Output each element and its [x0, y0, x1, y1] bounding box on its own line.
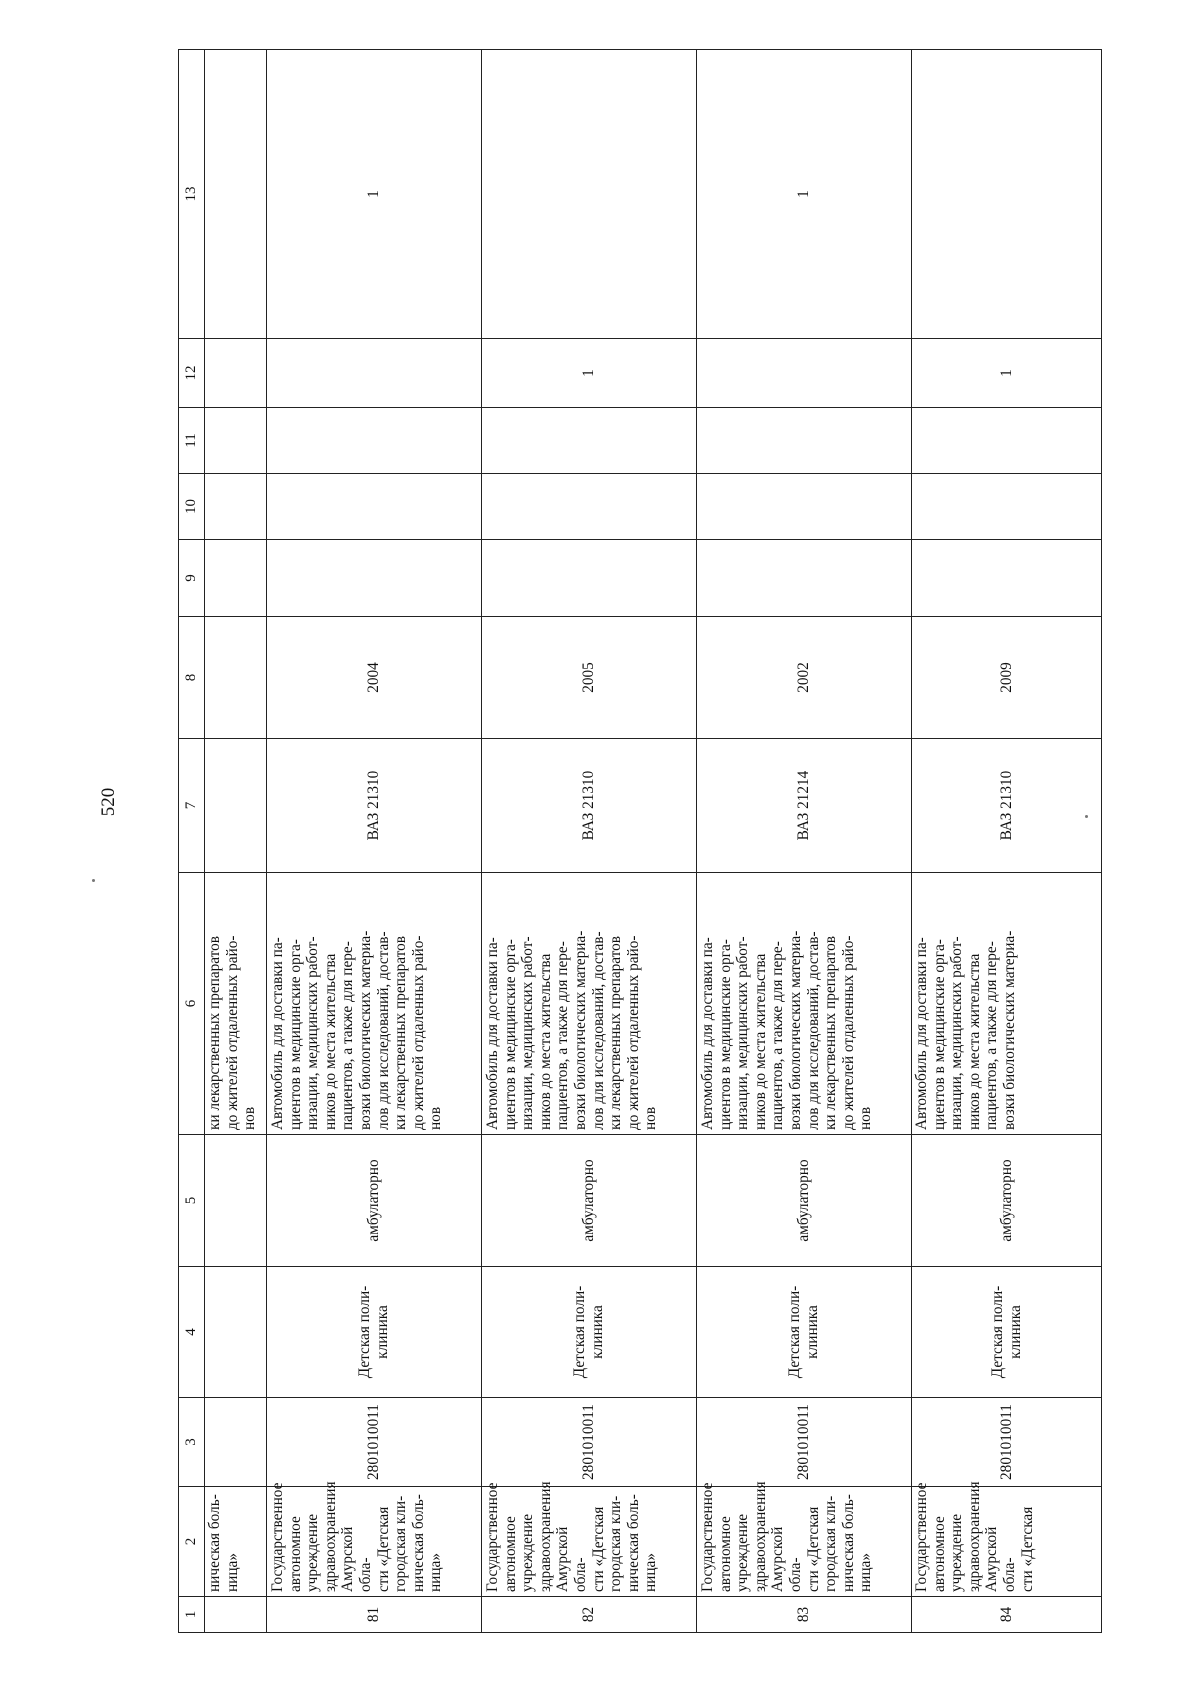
- rotated-table-container: [178, 49, 1102, 1633]
- column-number: 4: [179, 1267, 205, 1398]
- col-13-value: 1: [697, 50, 912, 339]
- care-type: амбулаторно: [482, 1135, 697, 1267]
- col-10-value: [912, 474, 1102, 540]
- vehicle-model: ВАЗ 21310: [912, 739, 1102, 873]
- column-number: 1: [179, 1597, 205, 1633]
- col-10-value: [267, 474, 482, 540]
- table-row: [912, 50, 1102, 1633]
- org-name-continuation: ническая боль- ница»: [205, 1487, 267, 1597]
- cell-empty: [205, 50, 267, 339]
- col-11-value: [267, 408, 482, 474]
- column-number: 6: [179, 873, 205, 1135]
- org-name: Государственное автономное учреждение здравоохранения Амурской обла- сти «Детская городская кли- ническая боль- ница»: [267, 1487, 482, 1597]
- org-code: 2801010011: [697, 1398, 912, 1487]
- column-number-row: [179, 50, 205, 1633]
- page-number: 520: [98, 787, 119, 817]
- cell-empty: [205, 1267, 267, 1398]
- col-12-value: 1: [912, 339, 1102, 408]
- column-number: 8: [179, 617, 205, 739]
- unit-name: Детская поли- клиника: [482, 1267, 697, 1398]
- col-9-value: [912, 540, 1102, 617]
- vehicle-register-table: [178, 49, 1102, 1633]
- col-11-value: [482, 408, 697, 474]
- table-row: [697, 50, 912, 1633]
- row-number: 83: [697, 1597, 912, 1633]
- col-13-value: [482, 50, 697, 339]
- column-number: 10: [179, 474, 205, 540]
- org-name: Государственное автономное учреждение здравоохранения Амурской обла- сти «Детская городская кли- ническая боль- ница»: [482, 1487, 697, 1597]
- col-12-value: [697, 339, 912, 408]
- care-type: амбулаторно: [267, 1135, 482, 1267]
- org-code: 2801010011: [482, 1398, 697, 1487]
- column-number: 5: [179, 1135, 205, 1267]
- care-type: амбулаторно: [697, 1135, 912, 1267]
- care-type: амбулаторно: [912, 1135, 1102, 1267]
- continuation-row: [205, 50, 267, 1633]
- manufacture-year: 2009: [912, 617, 1102, 739]
- purpose-continuation: ки лекарственных препаратов до жителей отдаленных райо- нов: [205, 873, 267, 1135]
- unit-name: Детская поли- клиника: [697, 1267, 912, 1398]
- table-row: [482, 50, 697, 1633]
- col-11-value: [912, 408, 1102, 474]
- vehicle-purpose: Автомобиль для доставки па- циентов в медицинские орга- низации, медицинских работ- ников до места жительства пациентов, а также для пере- возки биологических материа- лов для исследований, достав- ки лекарственных препаратов до жителей отдаленных райо- нов: [267, 873, 482, 1135]
- vehicle-model: ВАЗ 21310: [267, 739, 482, 873]
- cell-empty: [205, 1398, 267, 1487]
- manufacture-year: 2002: [697, 617, 912, 739]
- col-12-value: 1: [482, 339, 697, 408]
- vehicle-model: ВАЗ 21214: [697, 739, 912, 873]
- cell-empty: [205, 540, 267, 617]
- cell-empty: [205, 339, 267, 408]
- column-number: 12: [179, 339, 205, 408]
- col-13-value: [912, 50, 1102, 339]
- org-code: 2801010011: [267, 1398, 482, 1487]
- cell-empty: [205, 474, 267, 540]
- vehicle-purpose: Автомобиль для доставки па- циентов в медицинские орга- низации, медицинских работ- ников до места жительства пациентов, а также для пере- возки биологических материа- лов для исследований, достав- ки лекарственных препаратов до жителей отдаленных райо- нов: [482, 873, 697, 1135]
- org-name: Государственное автономное учреждение здравоохранения Амурской обла- сти «Детская городская кли- ническая боль- ница»: [697, 1487, 912, 1597]
- column-number: 9: [179, 540, 205, 617]
- col-10-value: [697, 474, 912, 540]
- unit-name: Детская поли- клиника: [267, 1267, 482, 1398]
- org-code: 2801010011: [912, 1398, 1102, 1487]
- col-11-value: [697, 408, 912, 474]
- row-number: 81: [267, 1597, 482, 1633]
- row-number: 84: [912, 1597, 1102, 1633]
- org-name: Государственное автономное учреждение здравоохранения Амурской обла- сти «Детская: [912, 1487, 1102, 1597]
- column-number: 11: [179, 408, 205, 474]
- cell-empty: [205, 739, 267, 873]
- column-number: 7: [179, 739, 205, 873]
- col-12-value: [267, 339, 482, 408]
- col-9-value: [482, 540, 697, 617]
- cell-empty: [205, 1135, 267, 1267]
- cell-empty: [205, 617, 267, 739]
- vehicle-purpose: Автомобиль для доставки па- циентов в медицинские орга- низации, медицинских работ- ников до места жительства пациентов, а также для пере- возки биологических материа- лов для исследований, достав- ки лекарственных препаратов до жителей отдаленных райо- нов: [697, 873, 912, 1135]
- column-number: 2: [179, 1487, 205, 1597]
- col-13-value: 1: [267, 50, 482, 339]
- manufacture-year: 2004: [267, 617, 482, 739]
- manufacture-year: 2005: [482, 617, 697, 739]
- col-10-value: [482, 474, 697, 540]
- row-number: 82: [482, 1597, 697, 1633]
- scan-speck: [92, 879, 95, 882]
- column-number: 3: [179, 1398, 205, 1487]
- column-number: 13: [179, 50, 205, 339]
- vehicle-purpose: Автомобиль для доставки па- циентов в медицинские орга- низации, медицинских работ- ников до места жительства пациентов, а также для пере- возки биологических материа-: [912, 873, 1102, 1135]
- col-9-value: [697, 540, 912, 617]
- unit-name: Детская поли- клиника: [912, 1267, 1102, 1398]
- cell-empty: [205, 408, 267, 474]
- vehicle-model: ВАЗ 21310: [482, 739, 697, 873]
- col-9-value: [267, 540, 482, 617]
- cell-empty: [205, 1597, 267, 1633]
- table-row: [267, 50, 482, 1633]
